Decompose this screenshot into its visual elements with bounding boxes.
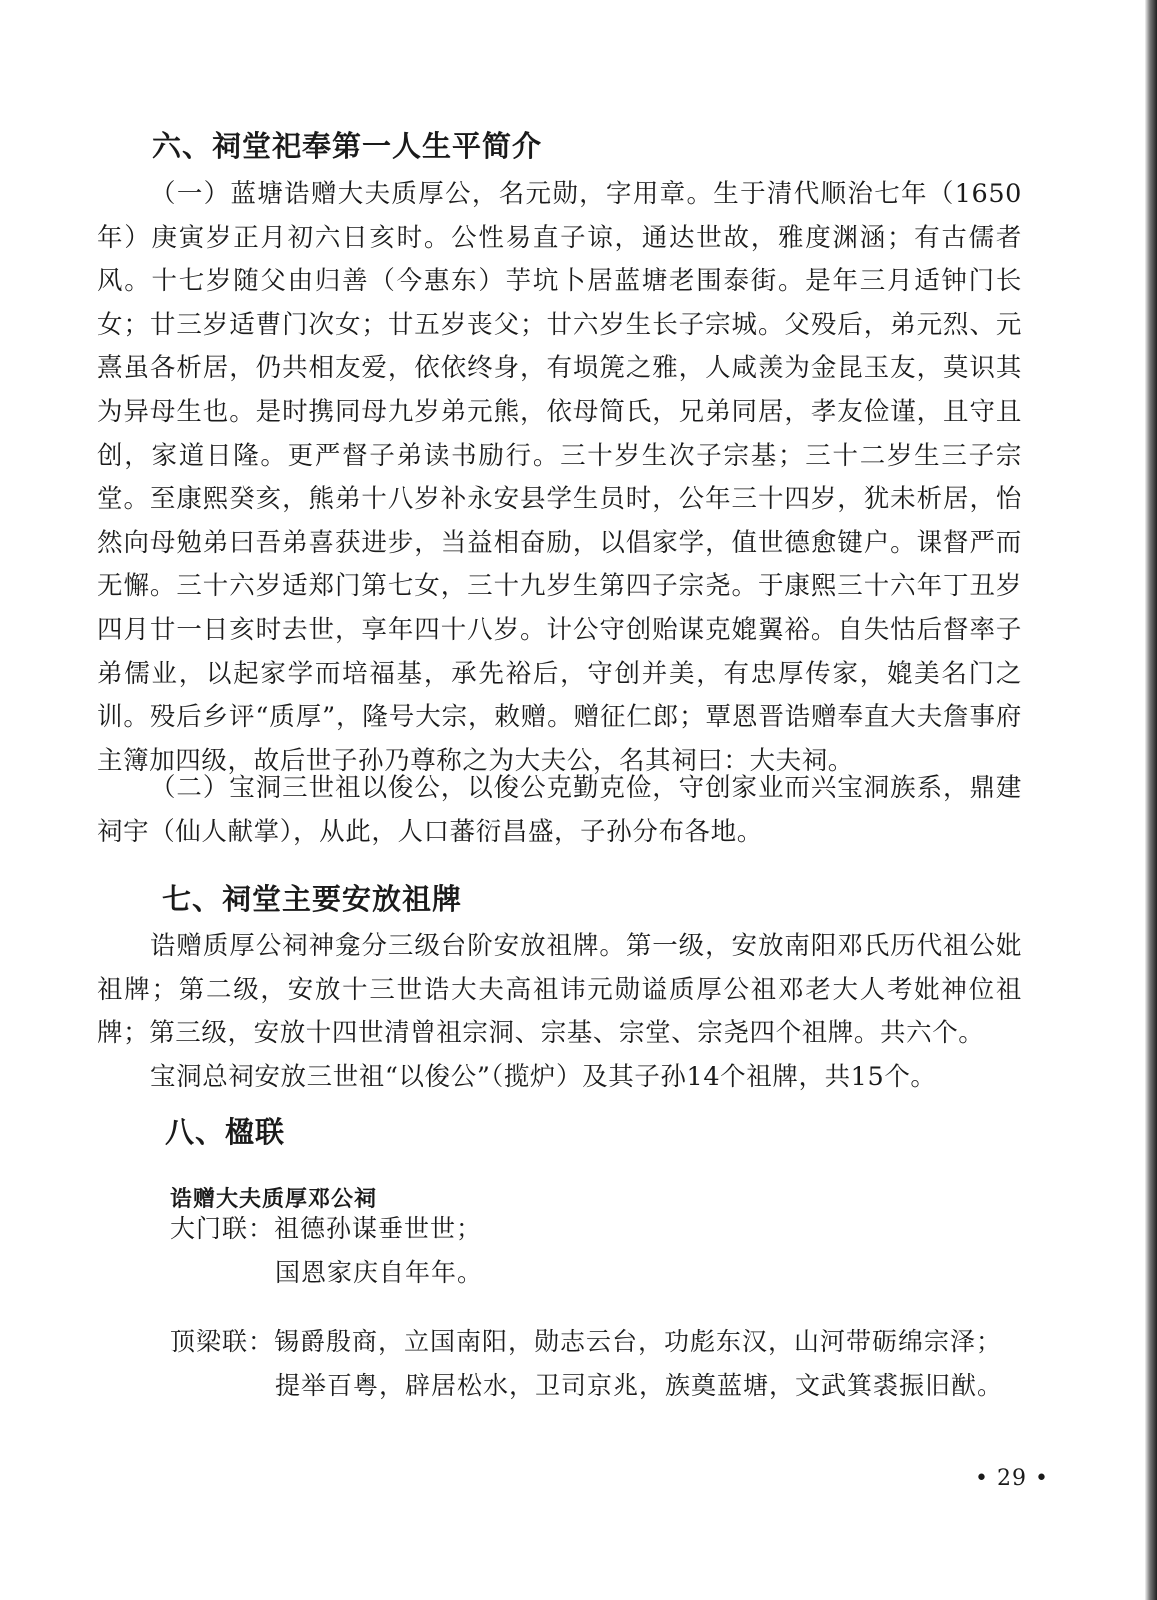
couplet-line: 提举百粤，辟居松水，卫司京兆，族奠蓝塘，文武箕裘振旧猷。: [275, 1371, 1004, 1400]
paragraph-7-1: 诰赠质厚公祠神龛分三级台阶安放祖牌。第一级，安放南阳邓氏历代祖公妣祖牌；第二级，安放十三世诰大夫高祖讳元勋谥质厚公祖邓老大人考妣神位祖牌；第三级，安放十四世清曾祖宗洞、宗基、宗堂、宗尧四个祖牌。共六个。: [97, 931, 1022, 1049]
scan-edge: [1145, 0, 1157, 1600]
couplet-subheading: 诰赠大夫质厚邓公祠: [170, 1187, 378, 1212]
couplet-line: 国恩家庆自年年。: [275, 1258, 484, 1287]
couplet-line: 祖德孙谋垂世世；: [274, 1214, 483, 1243]
couplet-main-gate: [170, 1207, 483, 1295]
couplet-line: 锡爵殷商，立国南阳，勋志云台，功彪东汉，山河带砺绵宗泽；: [274, 1327, 1003, 1356]
couplet-label: 顶梁联：: [170, 1327, 275, 1356]
couplet-label: 大门联：: [170, 1214, 275, 1243]
page-number: • 29 •: [975, 1466, 1049, 1491]
section-heading-7: 七、祠堂主要安放祖牌: [162, 882, 463, 916]
section-heading-8: 八、楹联: [165, 1115, 286, 1149]
section-heading-6: 六、祠堂祀奉第一人生平简介: [152, 129, 543, 163]
paragraph-6-2: （二）宝洞三世祖以俊公，以俊公克勤克俭，守创家业而兴宝洞族系，鼎建祠宇（仙人献掌），从此，人口蕃衍昌盛，子孙分布各地。: [97, 773, 1022, 847]
paragraph-7-2: 宝洞总祠安放三世祖“以俊公”（揽炉）及其子孙14个祖牌，共15个。: [150, 1062, 937, 1092]
paragraph-6-1: （一）蓝塘诰赠大夫质厚公，名元勋，字用章。生于清代顺治七年（1650年）庚寅岁正月初六日亥时。公性易直子谅，通达世故，雅度渊涵；有古儒者风。十七岁随父由归善（今惠东）芋坑卜居蓝塘老围泰街。是年三月适钟门长女；廿三岁适曹门次女；廿五岁丧父；廿六岁生长子宗城。父殁后，弟元烈、元熹虽各析居，仍共相友爱，依依终身，有埙箎之雅，人咸羡为金昆玉友，莫识其为异母生也。是时携同母九岁弟元熊，依母简氏，兄弟同居，孝友俭谨，且守且创，家道日隆。更严督子弟读书励行。三十岁生次子宗基；三十二岁生三子宗堂。至康熙癸亥，熊弟十八岁补永安县学生员时，公年三十四岁，犹未析居，怡然向母勉弟曰吾弟喜获进步，当益相奋励，以倡家学，值世德愈键户。课督严而无懈。三十六岁适郑门第七女，三十九岁生第四子宗尧。于康熙三十六年丁丑岁四月廿一日亥时去世，享年四十八岁。计公守创贻谋克媲翼裕。自失怙后督率子弟儒业，以起家学而培福基，承先裕后，守创并美，有忠厚传家，媲美名门之训。殁后乡评“质厚”，隆号大宗，敕赠。赠征仁郎；覃恩晋诰赠奉直大夫詹事府主簿加四级，故后世子孙乃尊称之为大夫公，名其祠曰：大夫祠。: [97, 179, 1022, 776]
couplet-roof-beam: [170, 1320, 1003, 1408]
